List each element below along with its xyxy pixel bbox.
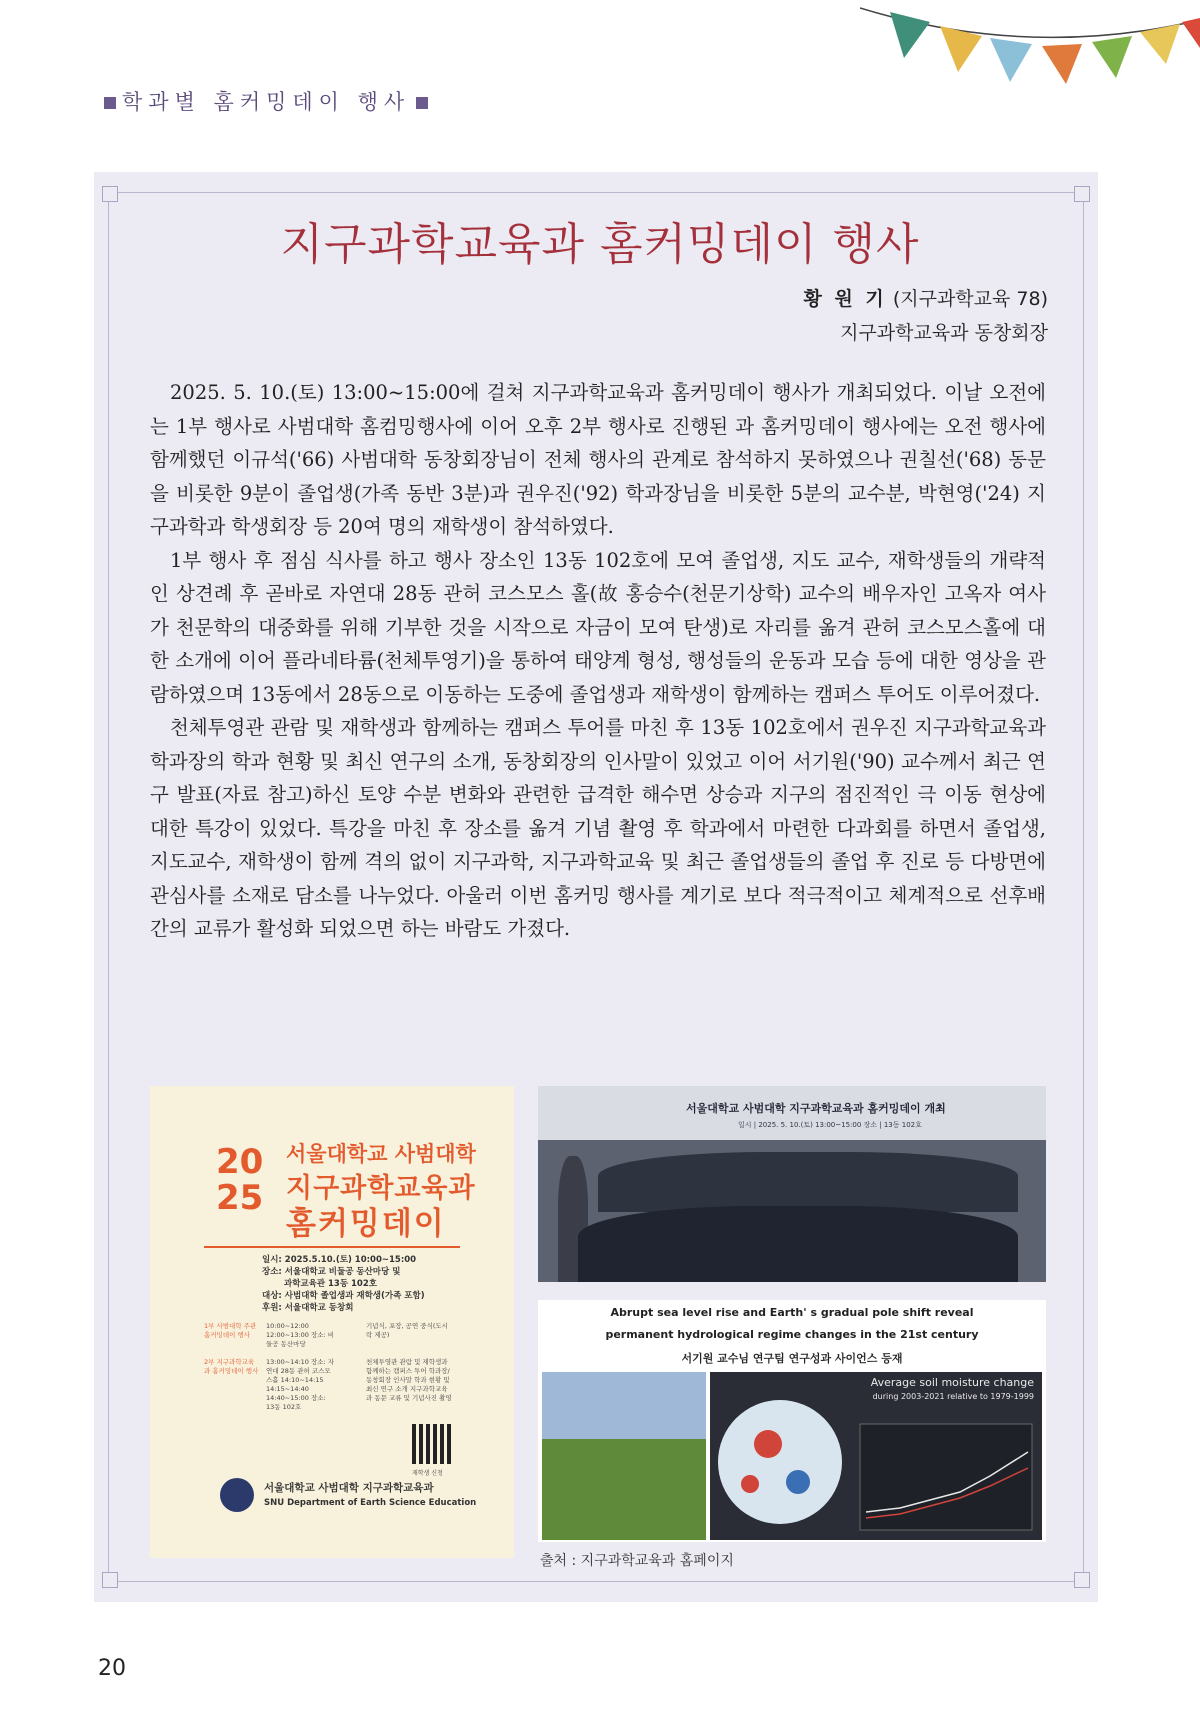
poster-year-top: 20 <box>216 1142 264 1182</box>
author-affiliation: (지구과학교육 78) <box>892 288 1048 310</box>
soil-moisture-figure <box>710 1372 1042 1540</box>
snu-logo-icon <box>220 1478 254 1512</box>
section-tag <box>98 86 434 116</box>
session1-items: 기념식, 포장, 공연 중식(도시락 제공) <box>366 1322 448 1339</box>
session2-items: 천체투영관 관람 및 재학생과 함께하는 캠퍼스 투어 학과장/동창회장 인사말 학과 현황 및 최신 연구 소개 지구과학교육과 동문 교류 및 기념사진 촬영 <box>366 1358 452 1402</box>
page-number: 20 <box>98 1656 126 1681</box>
event-poster <box>150 1086 514 1558</box>
photo-banner-sub: 일시 | 2025. 5. 10.(토) 13:00~15:00 장소 | 13동 102호 <box>738 1121 922 1129</box>
poster-info-line: 후원: 서울대학교 동창회 <box>262 1303 354 1313</box>
chart-subtitle: during 2003-2021 relative to 1979-1999 <box>872 1392 1034 1401</box>
qr-code-icon <box>412 1424 452 1464</box>
bunting-decoration <box>860 0 1200 110</box>
research-headline1: Abrupt sea level rise and Earth' s gradual pole shift reveal <box>610 1306 974 1319</box>
frame-corner <box>1074 1572 1090 1588</box>
author-name: 황 원 기 <box>803 288 887 310</box>
poster-line1: 서울대학교 사범대학 <box>286 1142 476 1166</box>
professor-photo <box>542 1372 706 1540</box>
frame-corner <box>1074 186 1090 202</box>
article-body <box>150 376 1046 946</box>
session1-label: 1부 사범대학 주관 홈커밍데이 행사 <box>204 1322 257 1339</box>
qr-label: 재학생 신청 <box>412 1470 443 1477</box>
poster-org-en: SNU Department of Earth Science Education <box>264 1498 477 1508</box>
session1-times: 10:00~12:00 12:00~13:00 장소: 비둘공 동산마당 <box>266 1322 335 1348</box>
square-bullet-icon <box>416 97 428 109</box>
poster-info-line: 과학교육관 13동 102호 <box>284 1279 377 1289</box>
poster-year <box>216 1144 263 1216</box>
session2-label: 2부 지구과학교육과 홈커밍데이 행사 <box>204 1358 259 1375</box>
poster-org-kr: 서울대학교 사범대학 지구과학교육과 <box>264 1482 434 1494</box>
people-front-row <box>578 1206 1018 1282</box>
paragraph: 천체투영관 관람 및 재학생과 함께하는 캠퍼스 투어를 마친 후 13동 102호에서 권우진 지구과학교육과 학과장의 학과 현황 및 최신 연구의 소개, 동창회장의 인사말이 있었고 이어 서기원('90) 교수께서 최근 연구 발표(자료 참고)하신 토양 수분 변화와 관련한 급격한 해수면 상승과 지구의 점진적인 극 이동 현상에 대한 특강이 있었다. 특강을 마친 후 장소를 옮겨 기념 촬영 후 학과에서 마련한 다과회를 하면서 졸업생, 지도교수, 재학생이 함께 격의 없이 지구과학, 지구과학교육 및 최근 졸업생들의 졸업 후 진로 등 다방면에 관심사를 소재로 담소를 나누었다. 아울러 이번 홈커밍 행사를 계기로 보다 적극적이고 체계적으로 선후배 간의 교류가 활성화 되었으면 하는 바람도 가졌다. <box>150 716 1046 940</box>
research-headline2: permanent hydrological regime changes in the 21st century <box>605 1328 979 1341</box>
frame-corner <box>102 186 118 202</box>
poster-info <box>262 1254 425 1314</box>
session2-times: 13:00~14:10 장소: 자연대 28동 관허 코스모스홀 14:10~14:15 14:15~14:40 14:40~15:00 장소: 13동 102호 <box>266 1358 335 1411</box>
author-role: 지구과학교육과 동창회장 <box>840 322 1048 344</box>
frame-corner <box>102 1572 118 1588</box>
photo-banner-title: 서울대학교 사범대학 지구과학교육과 홈커밍데이 개최 <box>686 1102 946 1115</box>
poster-rule <box>204 1246 460 1248</box>
poster-line2: 지구과학교육과 <box>286 1173 476 1204</box>
image-caption: 출처 : 지구과학교육과 홈페이지 <box>540 1553 734 1569</box>
article-title: 지구과학교육과 홈커밍데이 행사 <box>280 219 920 270</box>
poster-info-line: 일시: 2025.5.10.(토) 10:00~15:00 <box>262 1255 417 1265</box>
square-bullet-icon <box>104 97 116 109</box>
poster-info-line: 대상: 사범대학 졸업생과 재학생(가족 포함) <box>262 1291 425 1301</box>
poster-line3: 홈커밍데이 <box>286 1206 446 1242</box>
research-article <box>538 1300 1046 1542</box>
people-back-row <box>598 1152 1018 1212</box>
paragraph: 2025. 5. 10.(토) 13:00~15:00에 걸쳐 지구과학교육과 홈커밍데이 행사가 개최되었다. 이날 오전에는 1부 행사로 사범대학 홈컴밍행사에 이어 오후 2부 행사로 진행된 과 홈커밍데이 행사에는 오전 행사에 함께했던 이규석('66) 사범대학 동창회장님이 전체 행사의 관계로 참석하지 못하였으나 권칠선('68) 동문을 비롯한 9분이 졸업생(가족 동반 3분)과 권우진('92) 학과장님을 비롯한 5분의 교수분, 박현영('24) 지구과학과 학생회장 등 20여 명의 재학생이 참석하였다. <box>150 381 1046 538</box>
poster-info-line: 장소: 서울대학교 비둘공 동산마당 및 <box>262 1267 401 1277</box>
byline <box>803 282 1048 350</box>
paragraph: 1부 행사 후 점심 식사를 하고 행사 장소인 13동 102호에 모여 졸업생, 지도 교수, 재학생들의 개략적인 상견례 후 곧바로 자연대 28동 관허 코스모스 홀(故 홍승수(천문기상학) 교수의 배우자인 고옥자 여사가 천문학의 대중화를 위해 기부한 것을 시작으로 자금이 모여 탄생)로 자리를 옮겨 관허 코스모스홀에 대한 소개에 이어 플라네타륨(천체투영기)을 통하여 태양계 형성, 행성들의 운동과 모습 등에 대한 영상을 관람하였으며 13동에서 28동으로 이동하는 도중에 졸업생과 재학생이 함께하는 캠퍼스 투어도 이루어졌다. <box>150 548 1046 706</box>
group-photo <box>538 1086 1046 1282</box>
section-tag-text: 학과별 홈커밍데이 행사 <box>122 90 411 114</box>
chart-title: Average soil moisture change <box>870 1376 1034 1389</box>
research-headline3: 서기원 교수님 연구팀 연구성과 사이언스 등재 <box>681 1352 903 1365</box>
poster-year-bottom: 25 <box>216 1178 264 1218</box>
